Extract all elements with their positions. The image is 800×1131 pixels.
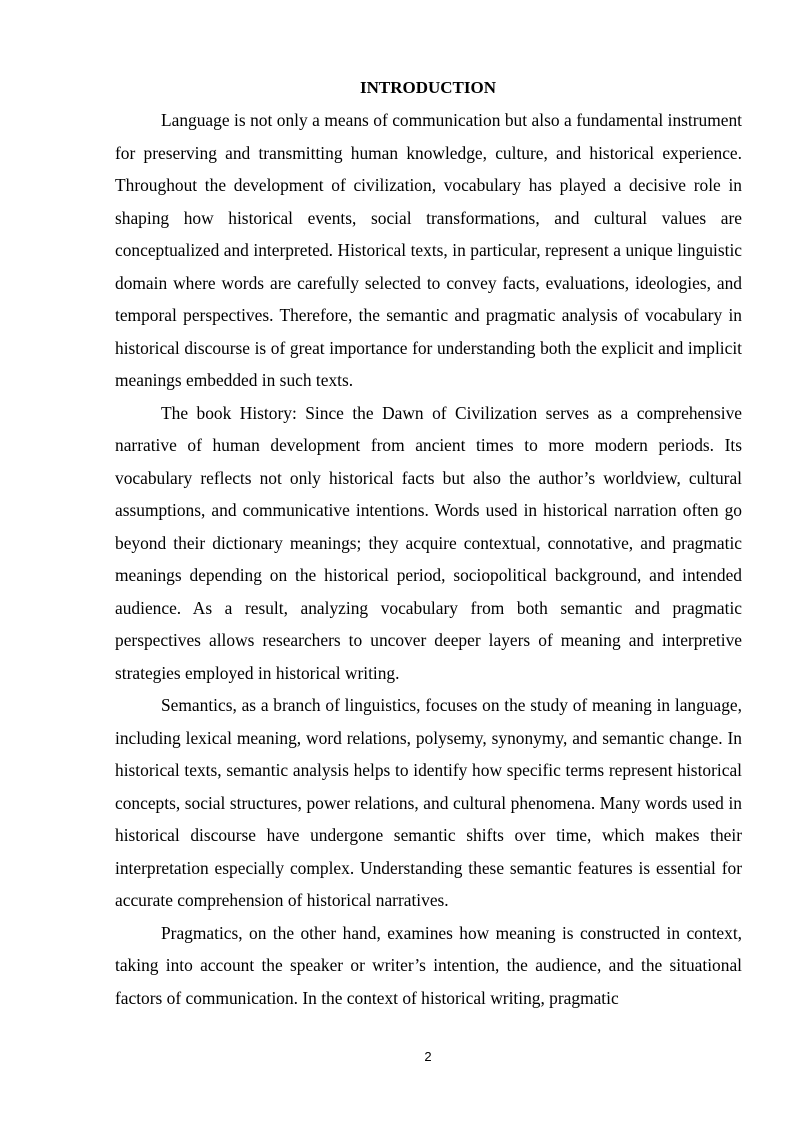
page-title: INTRODUCTION <box>359 78 497 97</box>
body-text <box>115 104 742 1014</box>
paragraph-3: Semantics, as a branch of linguistics, focuses on the study of meaning in language, including lexical meaning, word relations, polysemy, synonymy, and semantic change. In historical texts, semantic analysis helps to identify how specific terms represent historical concepts, social structures, power relations, and cultural phenomena. Many words used in historical discourse have undergone semantic shifts over time, which makes their interpretation especially complex. Understanding these semantic features is essential for accurate comprehension of historical narratives. <box>115 695 742 910</box>
paragraph-1: Language is not only a means of communication but also a fundamental instrument for preserving and transmitting human knowledge, culture, and historical experience. Throughout the development of civilization, vocabulary has played a decisive role in shaping how historical events, social transformations, and cultural values are conceptualized and interpreted. Historical texts, in particular, represent a unique linguistic domain where words are carefully selected to convey facts, evaluations, ideologies, and temporal perspectives. Therefore, the semantic and pragmatic analysis of vocabulary in historical discourse is of great importance for understanding both the explicit and implicit meanings embedded in such texts. <box>115 110 742 390</box>
paragraph-4: Pragmatics, on the other hand, examines how meaning is constructed in context, taking into account the speaker or writer’s intention, the audience, and the situational factors of communication. In the context of historical writing, pragmatic <box>115 922 742 1008</box>
page-number: 2 <box>424 1049 432 1064</box>
paragraph-2: The book History: Since the Dawn of Civilization serves as a comprehensive narrative of human development from ancient times to more modern periods. Its vocabulary reflects not only historical facts but also the author’s worldview, cultural assumptions, and communicative intentions. Words used in historical narration often go beyond their dictionary meanings; they acquire contextual, connotative, and pragmatic meanings depending on the historical period, sociopolitical background, and intended audience. As a result, analyzing vocabulary from both semantic and pragmatic perspectives allows researchers to uncover deeper layers of meaning and interpretive strategies employed in historical writing. <box>115 402 742 683</box>
